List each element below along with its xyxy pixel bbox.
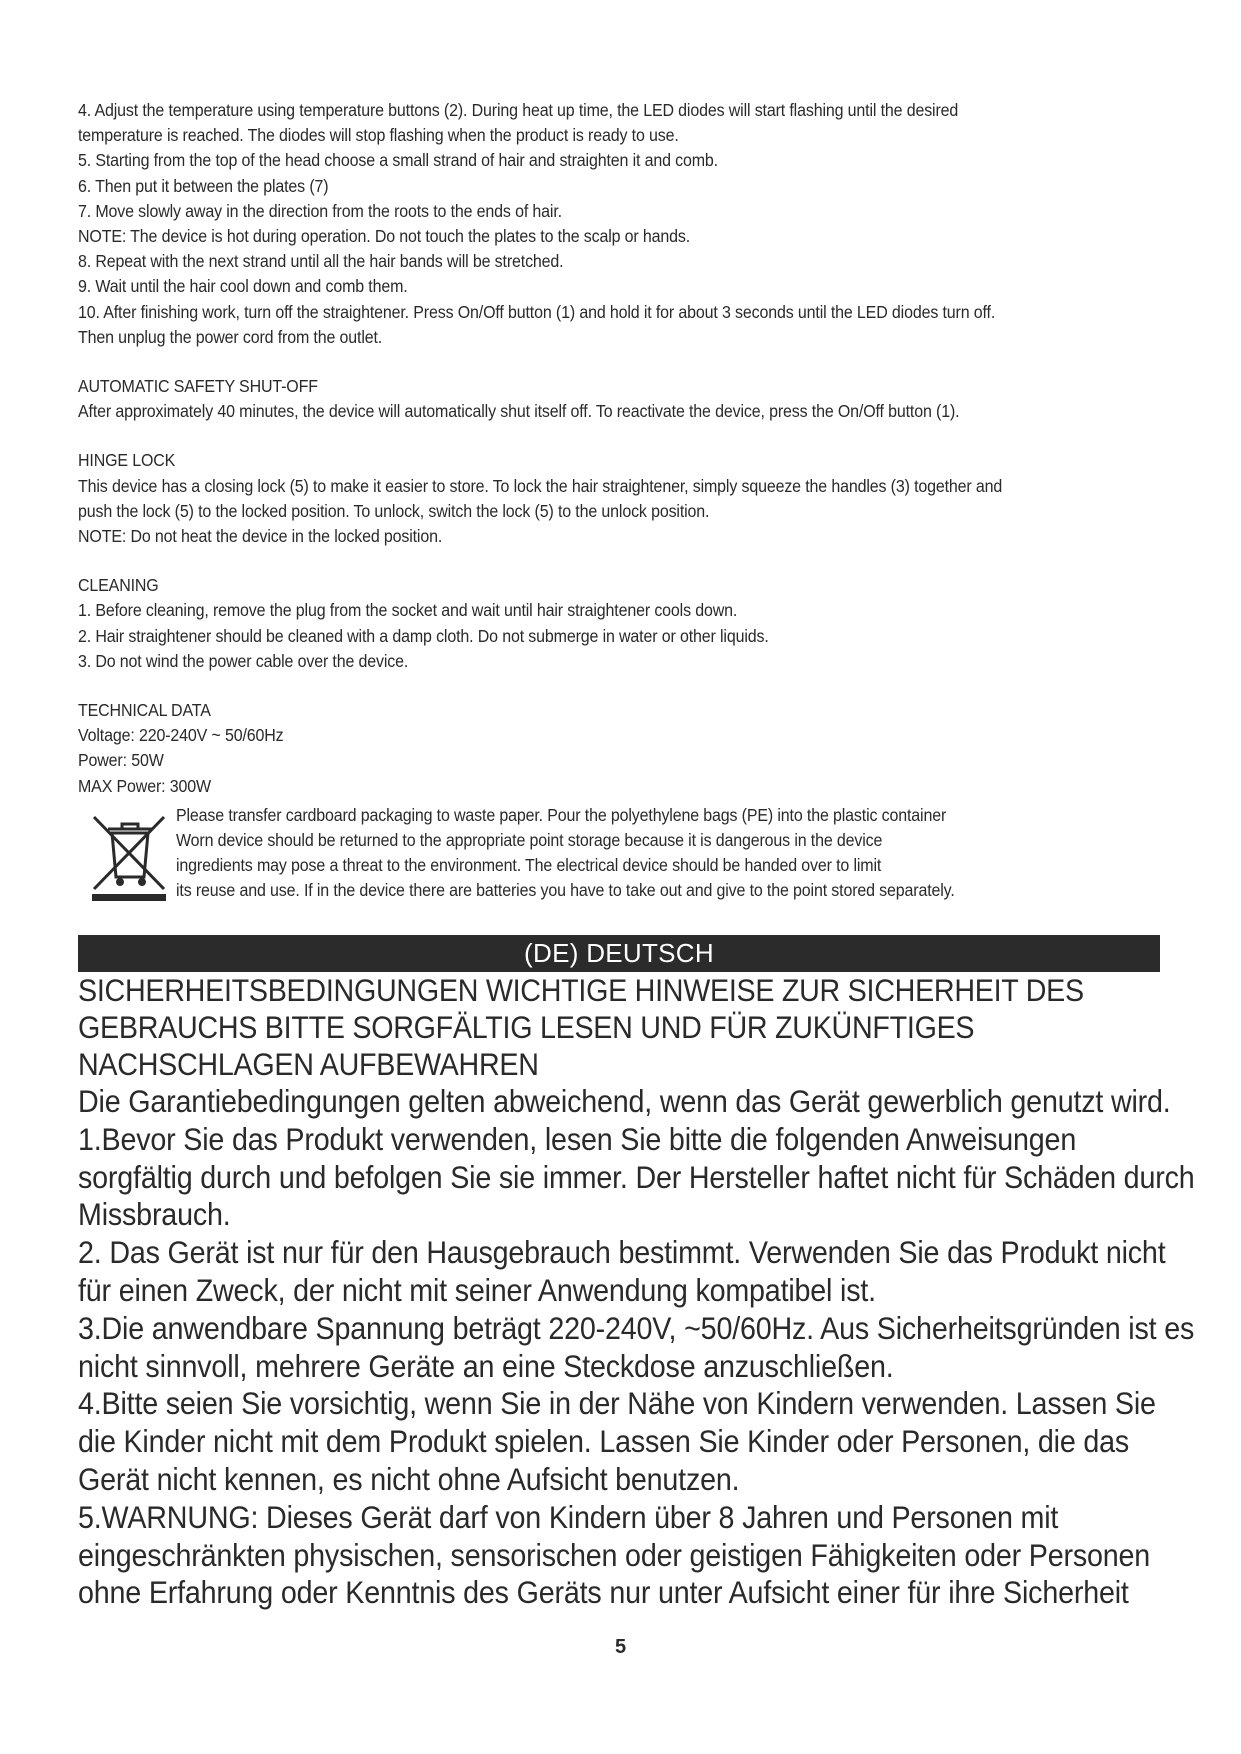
- section-title: AUTOMATIC SAFETY SHUT-OFF: [78, 376, 318, 397]
- section-title: HINGE LOCK: [78, 450, 176, 471]
- text-line: 4.Bitte seien Sie vorsichtig, wenn Sie in der Nähe von Kindern verwenden. Lassen Sie: [78, 1385, 1156, 1422]
- text-line: nicht sinnvoll, mehrere Geräte an eine Steckdose anzuschließen.: [78, 1347, 894, 1384]
- text-line: push the lock (5) to the locked position. To unlock, switch the lock (5) to the unlock position.: [78, 500, 710, 521]
- german-body: [78, 1083, 1195, 1612]
- text-line: Die Garantiebedingungen gelten abweichend, wenn das Gerät gewerblich genutzt wird.: [78, 1083, 1171, 1119]
- text-line: 5. Starting from the top of the head choose a small strand of hair and straighten it and comb.: [78, 150, 718, 171]
- text-line: This device has a closing lock (5) to make it easier to store. To lock the hair straightener, simply squeeze the handles (3) together and: [78, 475, 1003, 496]
- text-line: Gerät nicht kennen, es nicht ohne Aufsicht benutzen.: [78, 1460, 740, 1497]
- text-line: 9. Wait until the hair cool down and comb them.: [78, 276, 408, 297]
- cleaning-section: [78, 573, 1163, 674]
- text-line: 2. Das Gerät ist nur für den Hausgebrauch bestimmt. Verwenden Sie das Produkt nicht: [78, 1234, 1166, 1271]
- text-line: 3.Die anwendbare Spannung beträgt 220-240V, ~50/60Hz. Aus Sicherheitsgründen ist es: [78, 1309, 1195, 1346]
- text-line: NOTE: The device is hot during operation. Do not touch the plates to the scalp or hands.: [78, 226, 691, 247]
- text-line: 1. Before cleaning, remove the plug from the socket and wait until hair straightener cools down.: [78, 600, 738, 621]
- text-line: Missbrauch.: [78, 1196, 231, 1233]
- auto-shutoff-section: [78, 374, 1163, 424]
- text-line: eingeschränkten physischen, sensorischen oder geistigen Fähigkeiten oder Personen: [78, 1536, 1151, 1573]
- text-line: MAX Power: 300W: [78, 775, 211, 796]
- text-line: Voltage: 220-240V ~ 50/60Hz: [78, 725, 284, 746]
- text-line: 10. After finishing work, turn off the straightener. Press On/Off button (1) and hold it for about 3 seconds until the LED diodes turn off.: [78, 301, 996, 322]
- hinge-lock-section: [78, 448, 1163, 549]
- text-line: für einen Zweck, der nicht mit seiner Anwendung kompatibel ist.: [78, 1271, 876, 1308]
- weee-text: [176, 803, 1013, 904]
- text-line: Worn device should be returned to the appropriate point storage because it is dangerous in the device: [176, 830, 883, 851]
- german-heading: [78, 972, 1178, 1083]
- text-line: 8. Repeat with the next strand until all the hair bands will be stretched.: [78, 251, 564, 272]
- technical-data-section: [78, 698, 1163, 799]
- text-line: 2. Hair straightener should be cleaned with a damp cloth. Do not submerge in water or other liquids.: [78, 625, 769, 646]
- text-line: 7. Move slowly away in the direction from the roots to the ends of hair.: [78, 200, 562, 221]
- text-line: sorgfältig durch und befolgen Sie sie immer. Der Hersteller haftet nicht für Schäden durch: [78, 1158, 1195, 1195]
- text-line: die Kinder nicht mit dem Produkt spielen. Lassen Sie Kinder oder Personen, die das: [78, 1423, 1130, 1460]
- text-line: ingredients may pose a threat to the environment. The electrical device should be handed over to limit: [176, 855, 882, 876]
- text-line: 4. Adjust the temperature using temperature buttons (2). During heat up time, the LED diodes will start flashing until the desired: [78, 100, 959, 120]
- text-line: 1.Bevor Sie das Produkt verwenden, lesen Sie bitte die folgenden Anweisungen: [78, 1120, 1077, 1157]
- instructions-section: [78, 98, 1163, 350]
- english-instructions: [78, 98, 1163, 899]
- weee-notice: [78, 799, 1163, 899]
- heading-line: GEBRAUCHS BITTE SORGFÄLTIG LESEN UND FÜR ZUKÜNFTIGES: [78, 1009, 975, 1045]
- text-line: 5.WARNUNG: Dieses Gerät darf von Kindern über 8 Jahren und Personen mit: [78, 1498, 1059, 1535]
- section-title: TECHNICAL DATA: [78, 700, 211, 721]
- text-line: 3. Do not wind the power cable over the device.: [78, 650, 409, 671]
- text-line: its reuse and use. If in the device there are batteries you have to take out and give to the point stored separately.: [176, 880, 955, 901]
- german-section: [78, 972, 1195, 1612]
- crossed-out-wheelie-bin-icon: [90, 815, 168, 903]
- text-line: Then unplug the power cord from the outlet.: [78, 326, 383, 347]
- heading-line: SICHERHEITSBEDINGUNGEN WICHTIGE HINWEISE ZUR SICHERHEIT DES: [78, 972, 1084, 1008]
- section-title: CLEANING: [78, 575, 159, 596]
- text-line: NOTE: Do not heat the device in the locked position.: [78, 526, 443, 547]
- language-section-bar: (DE) DEUTSCH: [78, 935, 1160, 972]
- text-line: Power: 50W: [78, 750, 164, 771]
- text-line: 6. Then put it between the plates (7): [78, 175, 329, 196]
- text-line: Please transfer cardboard packaging to waste paper. Pour the polyethylene bags (PE) into the plastic container: [176, 804, 947, 825]
- text-line: ohne Erfahrung oder Kenntnis des Geräts nur unter Aufsicht einer für ihre Sicherheit: [78, 1574, 1129, 1611]
- heading-line: NACHSCHLAGEN AUFBEWAHREN: [78, 1046, 539, 1082]
- text-line: temperature is reached. The diodes will stop flashing when the product is ready to use.: [78, 125, 679, 146]
- page-number: 5: [614, 1636, 627, 1658]
- text-line: After approximately 40 minutes, the device will automatically shut itself off. To reactivate the device, press the On/Off button (1).: [78, 401, 960, 422]
